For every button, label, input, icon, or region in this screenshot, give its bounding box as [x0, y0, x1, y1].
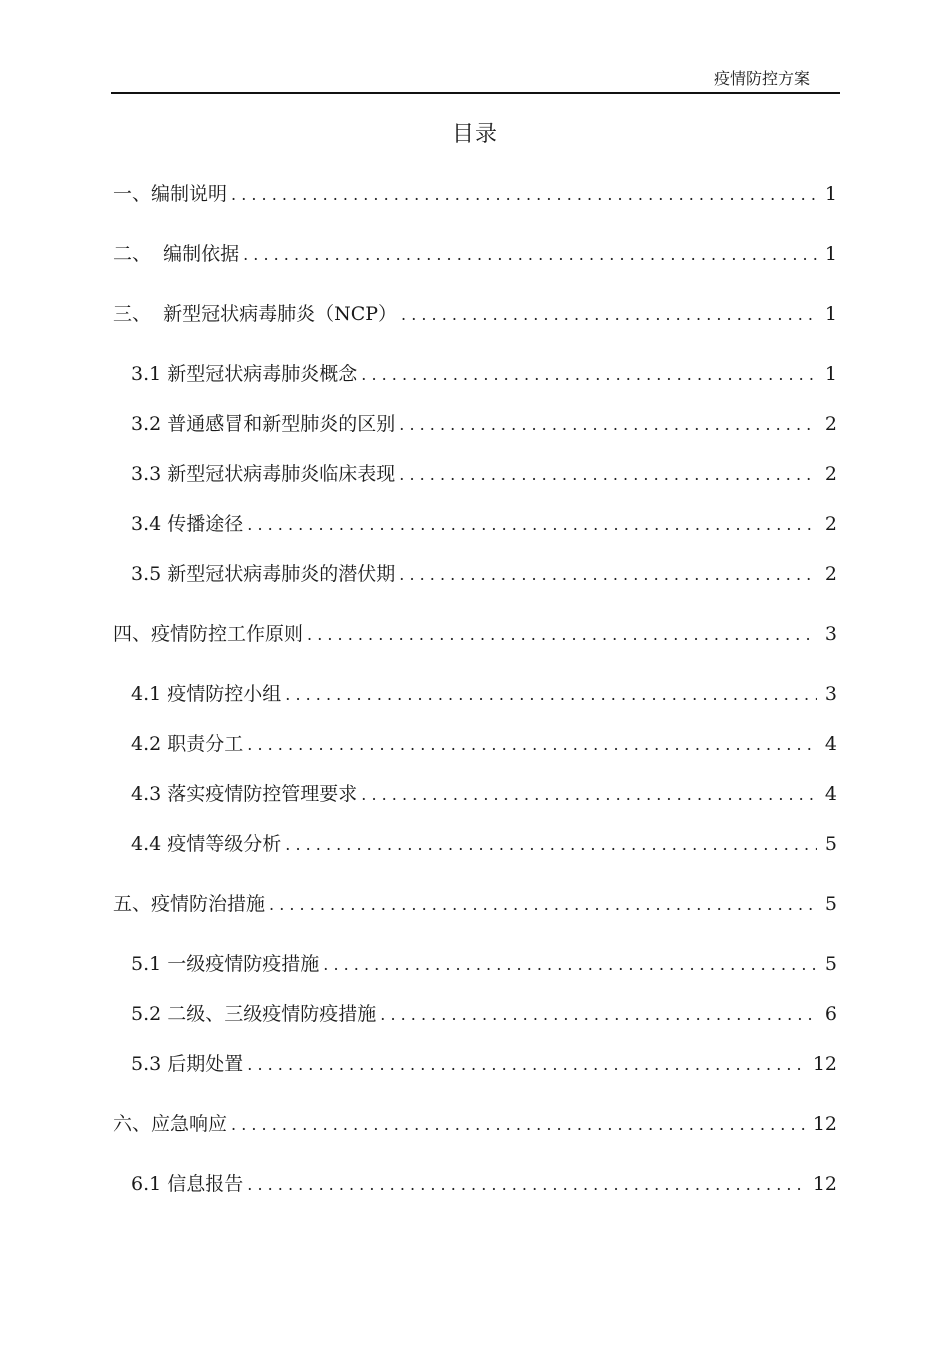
toc-entry-page: 12 [812, 1053, 837, 1075]
toc-title: 目录 [451, 122, 498, 147]
toc-entry-label: 3.2 普通感冒和新型肺炎的区别 [131, 413, 396, 435]
dot-leader [269, 891, 817, 919]
toc-entry-label: 二、 编制依据 [113, 243, 240, 265]
toc-entry-page: 1 [824, 363, 837, 385]
toc-entry[interactable] [131, 730, 837, 758]
dot-leader [401, 301, 817, 329]
dot-leader [285, 681, 817, 709]
toc-entry-page: 4 [824, 733, 837, 755]
toc-entry-label: 四、疫情防控工作原则 [113, 623, 304, 645]
toc-entry[interactable] [131, 410, 837, 438]
toc-entry-page: 12 [812, 1113, 837, 1135]
toc-entry-label: 六、应急响应 [113, 1113, 228, 1135]
toc-entry[interactable] [131, 560, 837, 588]
toc-entry-label: 4.1 疫情防控小组 [131, 683, 282, 705]
dot-leader [399, 411, 817, 439]
toc-entry[interactable] [131, 510, 837, 538]
dot-leader [285, 831, 817, 859]
toc-entry-label: 3.4 传播途径 [131, 513, 244, 535]
toc-entry[interactable] [131, 360, 837, 388]
toc-entry-page: 2 [824, 463, 837, 485]
toc-entry-label: 4.2 职责分工 [131, 733, 244, 755]
toc-entry-page: 5 [824, 833, 837, 855]
toc-entry[interactable] [113, 890, 837, 918]
toc-entry-page: 5 [824, 953, 837, 975]
toc-entry-page: 1 [824, 183, 837, 205]
toc-entry[interactable] [131, 950, 837, 978]
toc-entry[interactable] [131, 460, 837, 488]
toc-entry-label: 6.1 信息报告 [131, 1173, 244, 1195]
toc-entry-label: 五、疫情防治措施 [113, 893, 266, 915]
dot-leader [399, 461, 817, 489]
dot-leader [361, 361, 817, 389]
toc-entry-page: 12 [812, 1173, 837, 1195]
header-rule [111, 92, 840, 94]
toc-entry[interactable] [131, 1050, 837, 1078]
toc-entry[interactable] [131, 830, 837, 858]
toc-entry-label: 3.1 新型冠状病毒肺炎概念 [131, 363, 358, 385]
toc-entry-label: 5.3 后期处置 [131, 1053, 244, 1075]
toc-entry-page: 6 [824, 1003, 837, 1025]
toc-entry[interactable] [113, 300, 837, 328]
dot-leader [307, 621, 817, 649]
dot-leader [247, 731, 817, 759]
toc-entry[interactable] [131, 780, 837, 808]
toc-entry-page: 1 [824, 303, 837, 325]
toc-entry[interactable] [113, 180, 837, 208]
toc-entry-label: 3.5 新型冠状病毒肺炎的潜伏期 [131, 563, 396, 585]
toc-entry[interactable] [131, 1000, 837, 1028]
dot-leader [399, 561, 817, 589]
toc-entry-label: 4.3 落实疫情防控管理要求 [131, 783, 358, 805]
toc-entry[interactable] [131, 1170, 837, 1198]
toc-entry-page: 4 [824, 783, 837, 805]
dot-leader [380, 1001, 817, 1029]
toc-entry[interactable] [113, 1110, 837, 1138]
toc-entry-page: 2 [824, 413, 837, 435]
toc-entry[interactable] [113, 620, 837, 648]
dot-leader [243, 241, 817, 269]
toc-entry-page: 3 [824, 683, 837, 705]
dot-leader [361, 781, 817, 809]
dot-leader [247, 511, 817, 539]
running-header: 疫情防控方案 [713, 69, 810, 88]
toc-entry-page: 1 [824, 243, 837, 265]
toc-entry[interactable] [113, 240, 837, 268]
toc-entry-label: 一、编制说明 [113, 183, 228, 205]
dot-leader [231, 181, 817, 209]
toc-entry-page: 3 [824, 623, 837, 645]
toc-entry-label: 4.4 疫情等级分析 [131, 833, 282, 855]
dot-leader [247, 1051, 807, 1079]
dot-leader [231, 1111, 807, 1139]
toc-entry-page: 5 [824, 893, 837, 915]
dot-leader [247, 1171, 807, 1199]
toc-entry-page: 2 [824, 563, 837, 585]
toc-entry-label: 5.2 二级、三级疫情防疫措施 [131, 1003, 377, 1025]
dot-leader [323, 951, 817, 979]
toc-entry[interactable] [131, 680, 837, 708]
toc-entry-label: 3.3 新型冠状病毒肺炎临床表现 [131, 463, 396, 485]
toc-entry-label: 三、 新型冠状病毒肺炎（NCP） [113, 303, 398, 325]
toc-entry-page: 2 [824, 513, 837, 535]
toc-entry-label: 5.1 一级疫情防疫措施 [131, 953, 320, 975]
